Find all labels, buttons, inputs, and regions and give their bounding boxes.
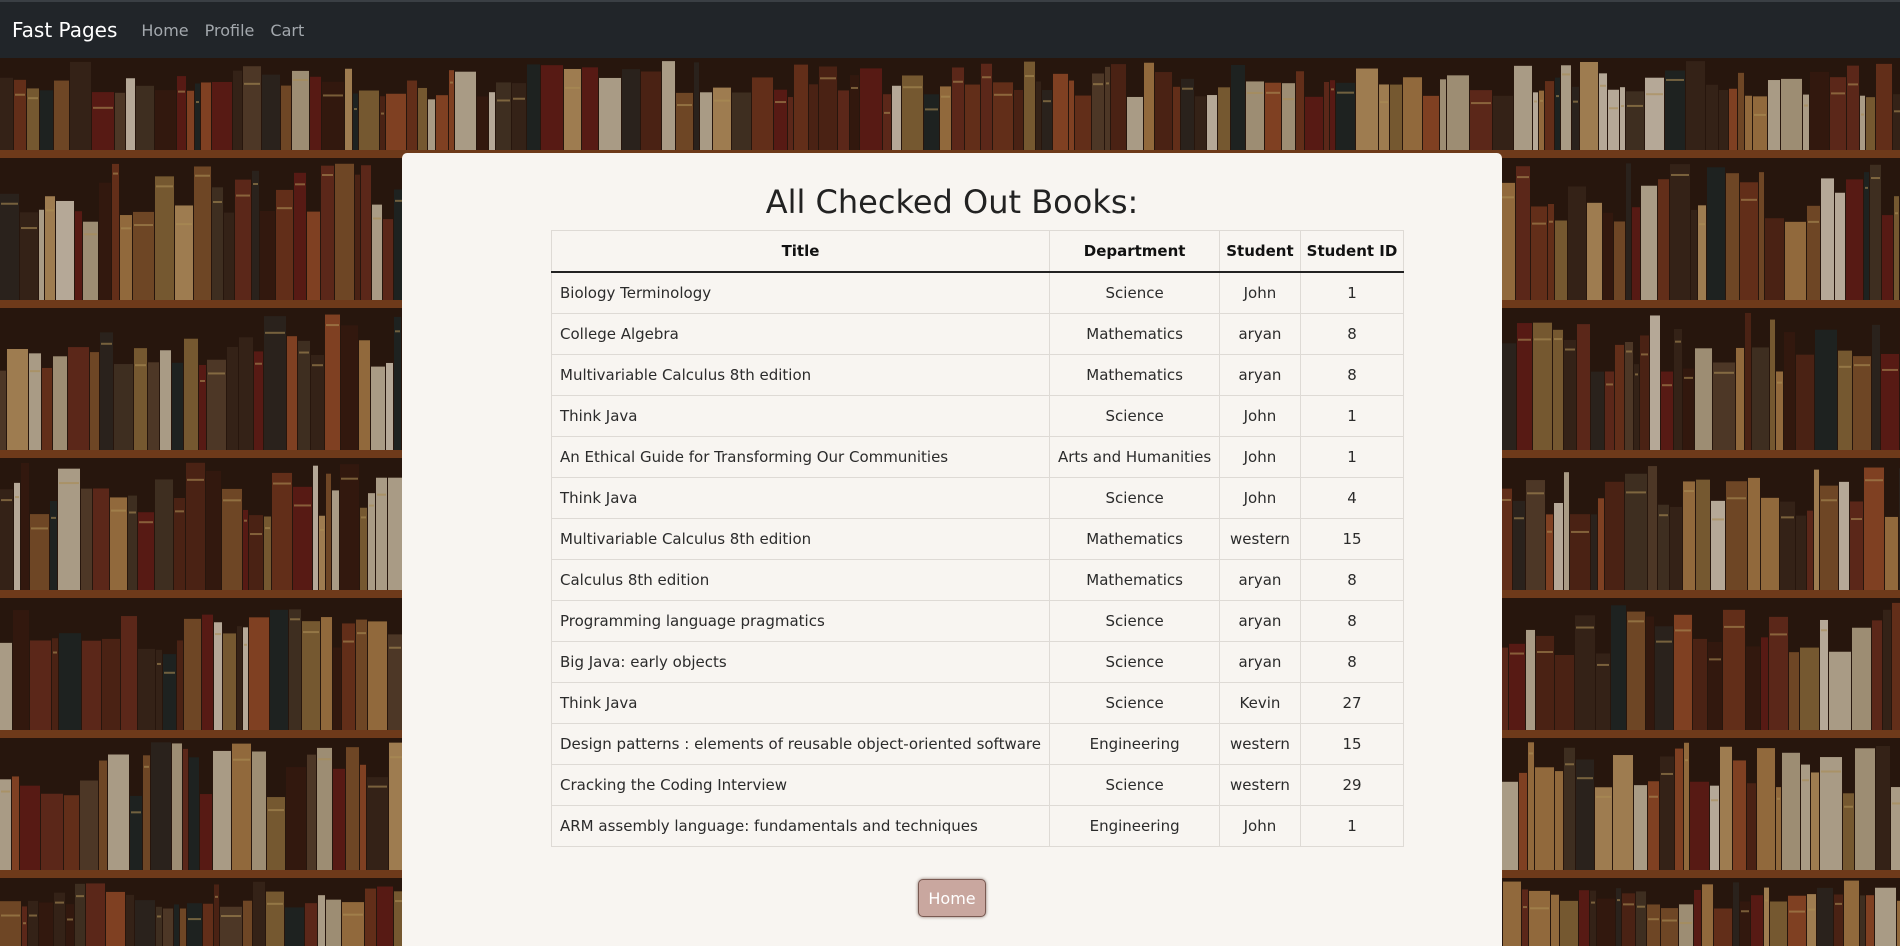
table-row [552, 437, 1404, 478]
table-row [552, 724, 1404, 765]
cell-department: Science [1049, 642, 1219, 683]
nav-link-cart[interactable]: Cart [270, 20, 305, 40]
cell-student-id: 8 [1300, 560, 1404, 601]
cell-student-id: 15 [1300, 519, 1404, 560]
table-row [552, 478, 1404, 519]
nav-link-profile[interactable]: Profile [204, 20, 255, 40]
cell-student-id: 8 [1300, 601, 1404, 642]
column-header-student: Student [1220, 231, 1300, 273]
cell-title: Think Java [552, 478, 1050, 519]
nav-link-home[interactable]: Home [141, 20, 189, 40]
top-navbar [0, 0, 1900, 58]
page-title: All Checked Out Books: [765, 183, 1139, 221]
table-row [552, 683, 1404, 724]
cell-student: John [1220, 437, 1300, 478]
cell-title: Biology Terminology [552, 272, 1050, 314]
cell-title: Programming language pragmatics [552, 601, 1050, 642]
cell-department: Science [1049, 765, 1219, 806]
column-header-title: Title [552, 231, 1050, 273]
column-header-student-id: Student ID [1300, 231, 1404, 273]
table-row [552, 272, 1404, 314]
table-row [552, 601, 1404, 642]
brand-link[interactable]: Fast Pages [12, 18, 118, 42]
cell-department: Science [1049, 683, 1219, 724]
cell-department: Science [1049, 396, 1219, 437]
cell-title: Calculus 8th edition [552, 560, 1050, 601]
cell-student-id: 1 [1300, 437, 1404, 478]
cell-title: Multivariable Calculus 8th edition [552, 355, 1050, 396]
cell-department: Mathematics [1049, 314, 1219, 355]
cell-student: Kevin [1220, 683, 1300, 724]
cell-title: College Algebra [552, 314, 1050, 355]
cell-student-id: 29 [1300, 765, 1404, 806]
cell-student: aryan [1220, 642, 1300, 683]
cell-student-id: 8 [1300, 355, 1404, 396]
cell-title: ARM assembly language: fundamentals and techniques [552, 806, 1050, 847]
table-row [552, 355, 1404, 396]
column-header-department: Department [1049, 231, 1219, 273]
cell-student: aryan [1220, 314, 1300, 355]
table-header-row [552, 231, 1404, 273]
cell-student-id: 1 [1300, 806, 1404, 847]
table-row [552, 314, 1404, 355]
cell-student-id: 8 [1300, 642, 1404, 683]
cell-student: John [1220, 478, 1300, 519]
checked-out-books-card [402, 153, 1502, 946]
table-row [552, 765, 1404, 806]
table-row [552, 560, 1404, 601]
cell-department: Science [1049, 601, 1219, 642]
cell-title: Multivariable Calculus 8th edition [552, 519, 1050, 560]
cell-department: Arts and Humanities [1049, 437, 1219, 478]
cell-student-id: 4 [1300, 478, 1404, 519]
cell-student: John [1220, 396, 1300, 437]
cell-department: Mathematics [1049, 560, 1219, 601]
table-row [552, 396, 1404, 437]
cell-department: Engineering [1049, 724, 1219, 765]
cell-student: western [1220, 724, 1300, 765]
cell-student-id: 15 [1300, 724, 1404, 765]
table-row [552, 806, 1404, 847]
cell-title: Cracking the Coding Interview [552, 765, 1050, 806]
cell-department: Mathematics [1049, 355, 1219, 396]
table-row [552, 642, 1404, 683]
cell-student-id: 8 [1300, 314, 1404, 355]
cell-student: John [1220, 272, 1300, 314]
cell-title: Think Java [552, 683, 1050, 724]
cell-student: aryan [1220, 601, 1300, 642]
cell-title: Big Java: early objects [552, 642, 1050, 683]
cell-title: Think Java [552, 396, 1050, 437]
cell-student: western [1220, 765, 1300, 806]
cell-title: An Ethical Guide for Transforming Our Communities [552, 437, 1050, 478]
cell-student: western [1220, 519, 1300, 560]
cell-department: Mathematics [1049, 519, 1219, 560]
cell-student-id: 27 [1300, 683, 1404, 724]
cell-department: Science [1049, 478, 1219, 519]
checked-out-books-table [551, 230, 1404, 847]
cell-department: Science [1049, 272, 1219, 314]
cell-student-id: 1 [1300, 396, 1404, 437]
cell-student: aryan [1220, 560, 1300, 601]
cell-student-id: 1 [1300, 272, 1404, 314]
cell-title: Design patterns : elements of reusable object-oriented software [552, 724, 1050, 765]
cell-student: aryan [1220, 355, 1300, 396]
home-button[interactable]: Home [918, 879, 986, 917]
table-row [552, 519, 1404, 560]
cell-student: John [1220, 806, 1300, 847]
cell-department: Engineering [1049, 806, 1219, 847]
